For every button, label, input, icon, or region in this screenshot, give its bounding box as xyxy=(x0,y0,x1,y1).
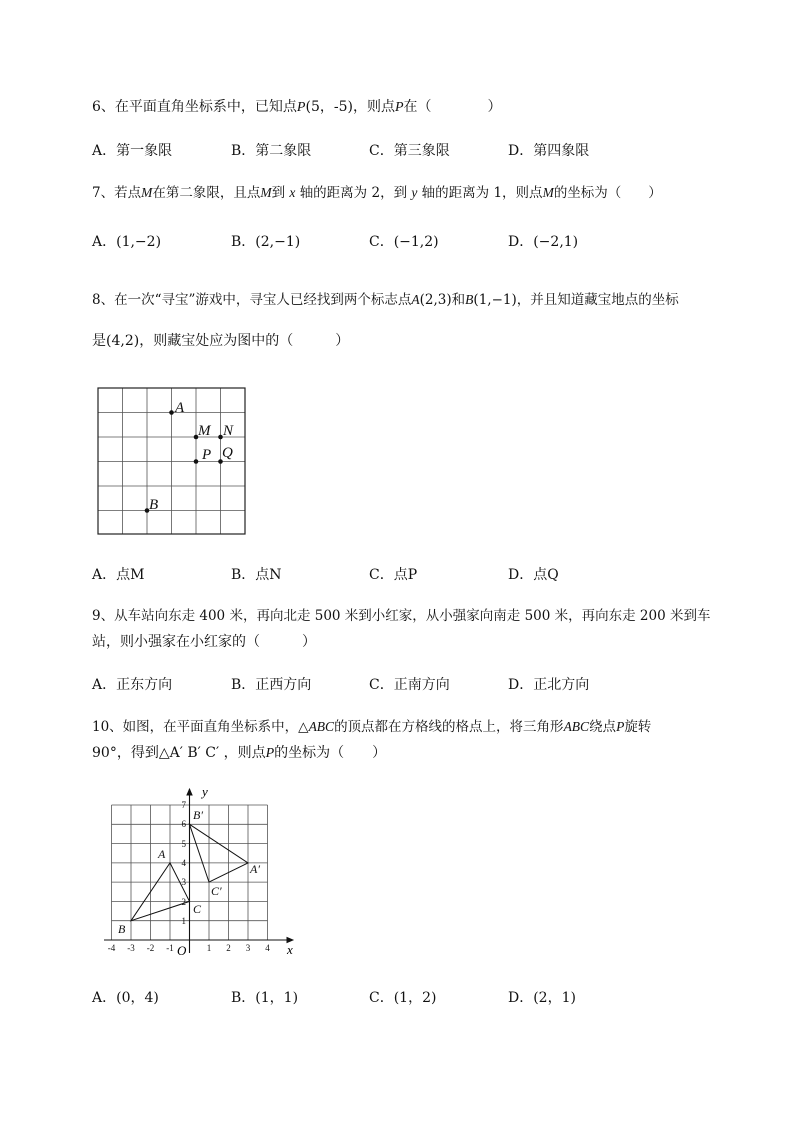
q8-text: (2,3)和 xyxy=(419,292,466,308)
q7-text: 轴的距离为 2，到 xyxy=(299,185,408,201)
x-tick: 3 xyxy=(245,943,251,953)
y-tick: 4 xyxy=(181,858,186,868)
label-b: B xyxy=(118,922,126,936)
q6-option-d[interactable]: D．第四象限 xyxy=(508,143,590,159)
var-p: P xyxy=(265,746,275,761)
q8-option-c[interactable]: C．点P xyxy=(369,567,418,583)
origin-label: O xyxy=(177,943,187,958)
y-tick: 6 xyxy=(181,819,186,829)
q10-text: 10、如图，在平面直角坐标系中，△ xyxy=(92,719,309,735)
q10-option-b[interactable]: B．(1，1) xyxy=(231,990,299,1006)
triangle-abc xyxy=(131,863,190,921)
q7-option-d[interactable]: D．(−2,1) xyxy=(508,234,579,250)
label-c: C xyxy=(193,902,202,916)
q7-option-b[interactable]: B．(2,−1) xyxy=(231,234,301,250)
x-tick: -3 xyxy=(127,943,135,953)
label-m: M xyxy=(198,423,211,439)
q6-text: (5，-5)，则点 xyxy=(305,99,395,115)
q6-text: 在（ ） xyxy=(403,99,502,115)
q10-text: 的坐标为（ ） xyxy=(274,745,387,761)
q10-option-a[interactable]: A．(0，4) xyxy=(92,990,159,1006)
q10-text: 旋转 xyxy=(624,719,652,735)
label-c-prime: C′ xyxy=(211,884,222,898)
question-8-stem-line1 xyxy=(92,290,679,310)
y-tick: 1 xyxy=(181,916,186,926)
q10-option-c[interactable]: C．(1，2) xyxy=(369,990,437,1006)
x-tick: -4 xyxy=(107,943,116,953)
label-b: B xyxy=(149,497,159,513)
q8-text: 8、在一次“寻宝”游戏中，寻宝人已经找到两个标志点 xyxy=(92,292,412,308)
x-tick: 4 xyxy=(265,943,270,953)
var-x: x xyxy=(289,185,296,200)
q10-option-d[interactable]: D．(2，1) xyxy=(508,990,576,1006)
var-m: M xyxy=(141,185,153,200)
y-tick: 5 xyxy=(181,839,186,849)
label-b-prime: B′ xyxy=(193,808,203,822)
q7-option-c[interactable]: C．(−1,2) xyxy=(369,234,439,250)
var-y: y xyxy=(411,185,418,200)
point-p xyxy=(194,459,199,464)
q7-text: 到 xyxy=(271,185,286,201)
x-tick: -2 xyxy=(146,943,155,953)
question-8-stem-line2: 是(4,2)，则藏宝处应为图中的（ ） xyxy=(92,333,350,349)
var-p: P xyxy=(616,719,625,734)
var-m: M xyxy=(542,185,554,200)
q8-option-b[interactable]: B．点N xyxy=(231,567,282,583)
question-9-stem-line1: 9、从车站向东走 400 米，再向北走 500 米到小红家，从小强家向南走 500 米，再向东走 200 米到车 xyxy=(92,608,711,624)
question-7-stem xyxy=(92,183,662,203)
x-axis-label: x xyxy=(287,942,293,957)
x-tick: -1 xyxy=(166,943,174,953)
question-6-stem xyxy=(92,97,502,118)
label-p: P xyxy=(202,447,212,463)
q7-text: 7、若点 xyxy=(92,185,142,201)
q8-option-d[interactable]: D．点Q xyxy=(508,567,559,583)
question-9-stem-line2: 站，则小强家在小红家的（ ） xyxy=(92,634,316,650)
label-a: A xyxy=(158,847,166,861)
q6-option-c[interactable]: C．第三象限 xyxy=(369,143,450,159)
q9-option-a[interactable]: A．正东方向 xyxy=(92,677,173,693)
q8-grid-lines xyxy=(98,388,245,534)
question-10-stem-line2 xyxy=(92,743,386,764)
q10-text: 绕点 xyxy=(589,719,617,735)
y-tick: 3 xyxy=(181,877,186,887)
question-10-stem-line1 xyxy=(92,717,651,737)
q7-option-a[interactable]: A．(1,−2) xyxy=(92,234,162,250)
q7-text: 在第二象限，且点 xyxy=(152,185,261,201)
q6-text: 6、在平面直角坐标系中，已知点 xyxy=(92,99,297,115)
point-a xyxy=(169,410,174,415)
q8-text: (1,−1)，并且知道藏宝地点的坐标 xyxy=(473,292,679,308)
q9-option-c[interactable]: C．正南方向 xyxy=(369,677,450,693)
q7-text: 的坐标为（ ） xyxy=(553,185,662,201)
q6-option-b[interactable]: B．第二象限 xyxy=(231,143,312,159)
var-p: P xyxy=(394,100,404,115)
var-b: B xyxy=(465,292,474,307)
var-a: A xyxy=(411,292,420,307)
label-a: A xyxy=(175,400,185,416)
q10-text: 的顶点都在方格线的格点上，将三角形 xyxy=(334,719,564,735)
q8-option-a[interactable]: A．点M xyxy=(92,567,145,583)
q9-option-d[interactable]: D．正北方向 xyxy=(508,677,590,693)
x-tick: 2 xyxy=(226,943,231,953)
label-n: N xyxy=(223,423,234,439)
var-abc: ABC xyxy=(563,719,590,734)
var-p: P xyxy=(296,100,306,115)
y-tick: 2 xyxy=(181,897,186,907)
label-a-prime: A′ xyxy=(250,862,260,876)
x-tick: 1 xyxy=(206,943,212,953)
q6-option-a[interactable]: A．第一象限 xyxy=(92,143,173,159)
y-tick: 7 xyxy=(181,800,186,810)
q8-grid-figure xyxy=(96,387,248,537)
q9-option-b[interactable]: B．正西方向 xyxy=(231,677,312,693)
y-axis-label: y xyxy=(202,784,208,799)
triangle-a2b2c2 xyxy=(190,824,249,882)
var-abc: ABC xyxy=(308,719,335,734)
var-m: M xyxy=(260,185,272,200)
label-q: Q xyxy=(222,445,233,461)
q7-text: 轴的距离为 1，则点 xyxy=(421,185,543,201)
q10-text: 90°，得到△A′ B′ C′ ，则点 xyxy=(92,745,266,761)
q10-coordinate-figure xyxy=(90,783,305,963)
